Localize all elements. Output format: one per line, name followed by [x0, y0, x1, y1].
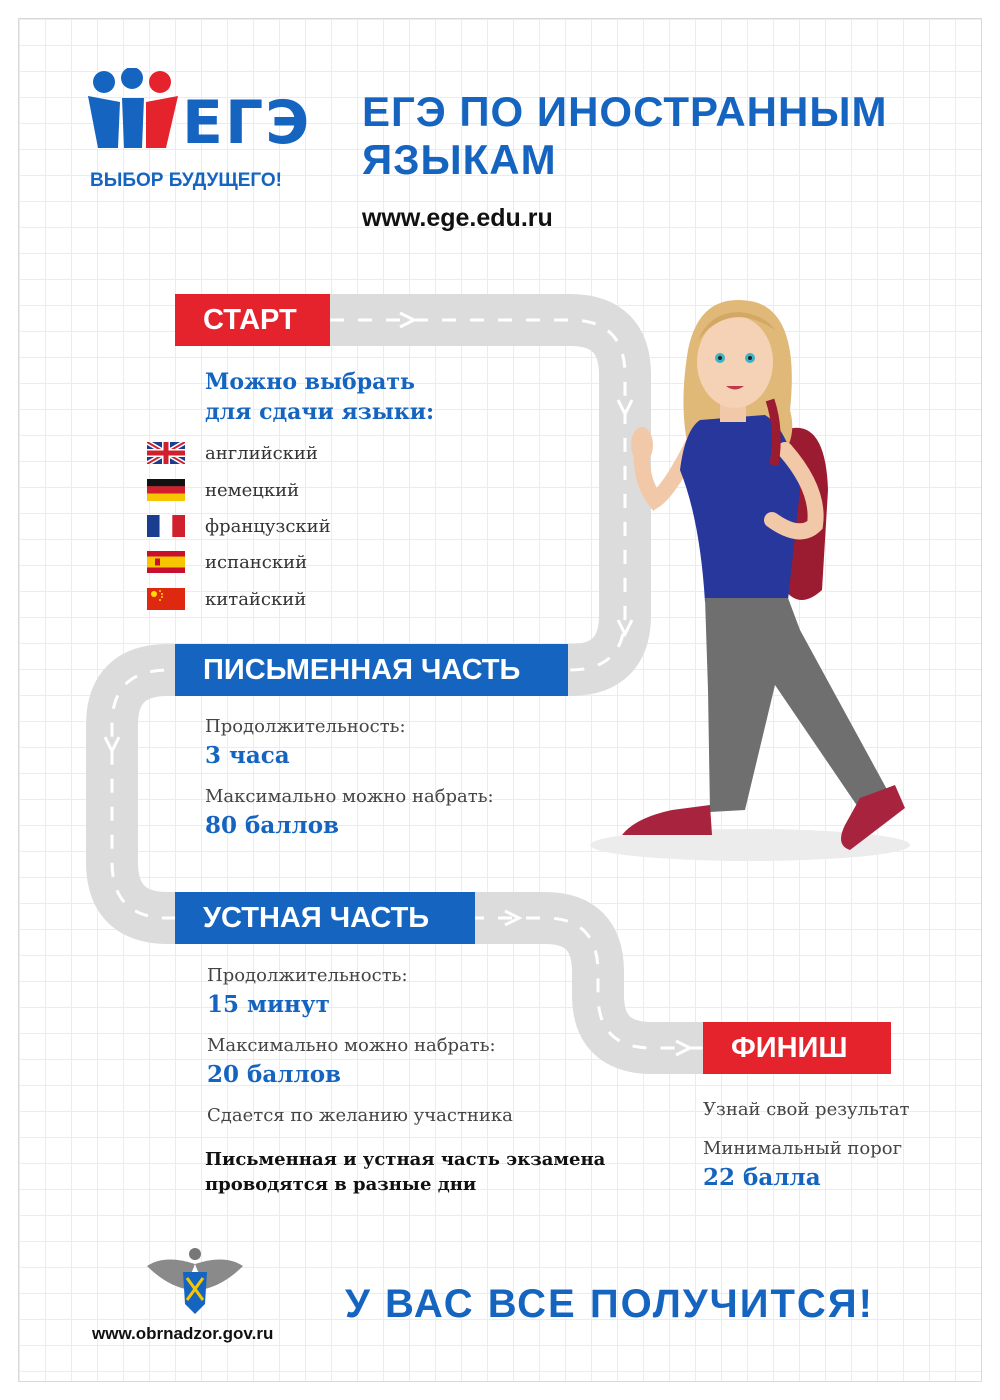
france-flag-icon: [147, 515, 185, 537]
written-max-label: Максимально можно набрать:: [205, 786, 494, 807]
oral-max-value: 20 баллов: [207, 1061, 342, 1088]
language-item: [147, 479, 299, 501]
written-part-label: ПИСЬМЕННАЯ ЧАСТЬ: [175, 644, 568, 696]
spain-flag-icon: [147, 551, 185, 573]
written-duration-label: Продолжительность:: [205, 716, 406, 737]
title-line-2: ЯЗЫКАМ: [362, 136, 557, 183]
question-line-2: для сдачи языки:: [205, 399, 435, 425]
language-item: [147, 551, 307, 573]
language-name: английский: [205, 442, 318, 464]
student-girl-illustration: [560, 290, 920, 870]
start-label: СТАРТ: [175, 294, 330, 346]
obrnadzor-emblem-icon: [145, 1244, 245, 1324]
language-name: китайский: [205, 588, 307, 610]
written-duration-value: 3 часа: [205, 742, 290, 769]
oral-duration-label: Продолжительность:: [207, 965, 408, 986]
finish-result-text: Узнай свой результат: [703, 1099, 910, 1120]
oral-max-label: Максимально можно набрать:: [207, 1035, 496, 1056]
question-line-1: Можно выбрать: [205, 369, 415, 395]
note-line-1: Письменная и устная часть экзамена: [205, 1149, 606, 1170]
title-line-1: ЕГЭ ПО ИНОСТРАННЫМ: [362, 88, 888, 135]
uk-flag-icon: [147, 442, 185, 464]
germany-flag-icon: [147, 479, 185, 501]
ege-url-link[interactable]: www.ege.edu.ru: [362, 204, 553, 232]
note-line-2: проводятся в разные дни: [205, 1174, 477, 1195]
finish-label: ФИНИШ: [703, 1022, 891, 1074]
threshold-label: Минимальный порог: [703, 1138, 903, 1159]
logo-slogan: ВЫБОР БУДУЩЕГО!: [90, 170, 282, 191]
oral-optional-note: Сдается по желанию участника: [207, 1105, 513, 1126]
language-name: французский: [205, 515, 331, 537]
language-name: немецкий: [205, 479, 300, 501]
footer-slogan: У ВАС ВСЕ ПОЛУЧИТСЯ!: [345, 1282, 874, 1326]
threshold-value: 22 балла: [703, 1164, 821, 1191]
oral-duration-value: 15 минут: [207, 991, 330, 1018]
ege-logo-icon: [84, 68, 184, 158]
page-title: [362, 88, 962, 184]
language-item: [147, 515, 331, 537]
exam-days-note: [205, 1147, 605, 1197]
obrnadzor-url-link[interactable]: www.obrnadzor.gov.ru: [92, 1324, 274, 1343]
logo-name: ЕГЭ: [182, 88, 312, 158]
language-name: испанский: [205, 551, 308, 573]
language-item: [147, 442, 318, 464]
language-item: [147, 588, 306, 610]
written-max-value: 80 баллов: [205, 812, 340, 839]
oral-part-label: УСТНАЯ ЧАСТЬ: [175, 892, 475, 944]
languages-question: [205, 367, 434, 427]
china-flag-icon: [147, 588, 185, 610]
